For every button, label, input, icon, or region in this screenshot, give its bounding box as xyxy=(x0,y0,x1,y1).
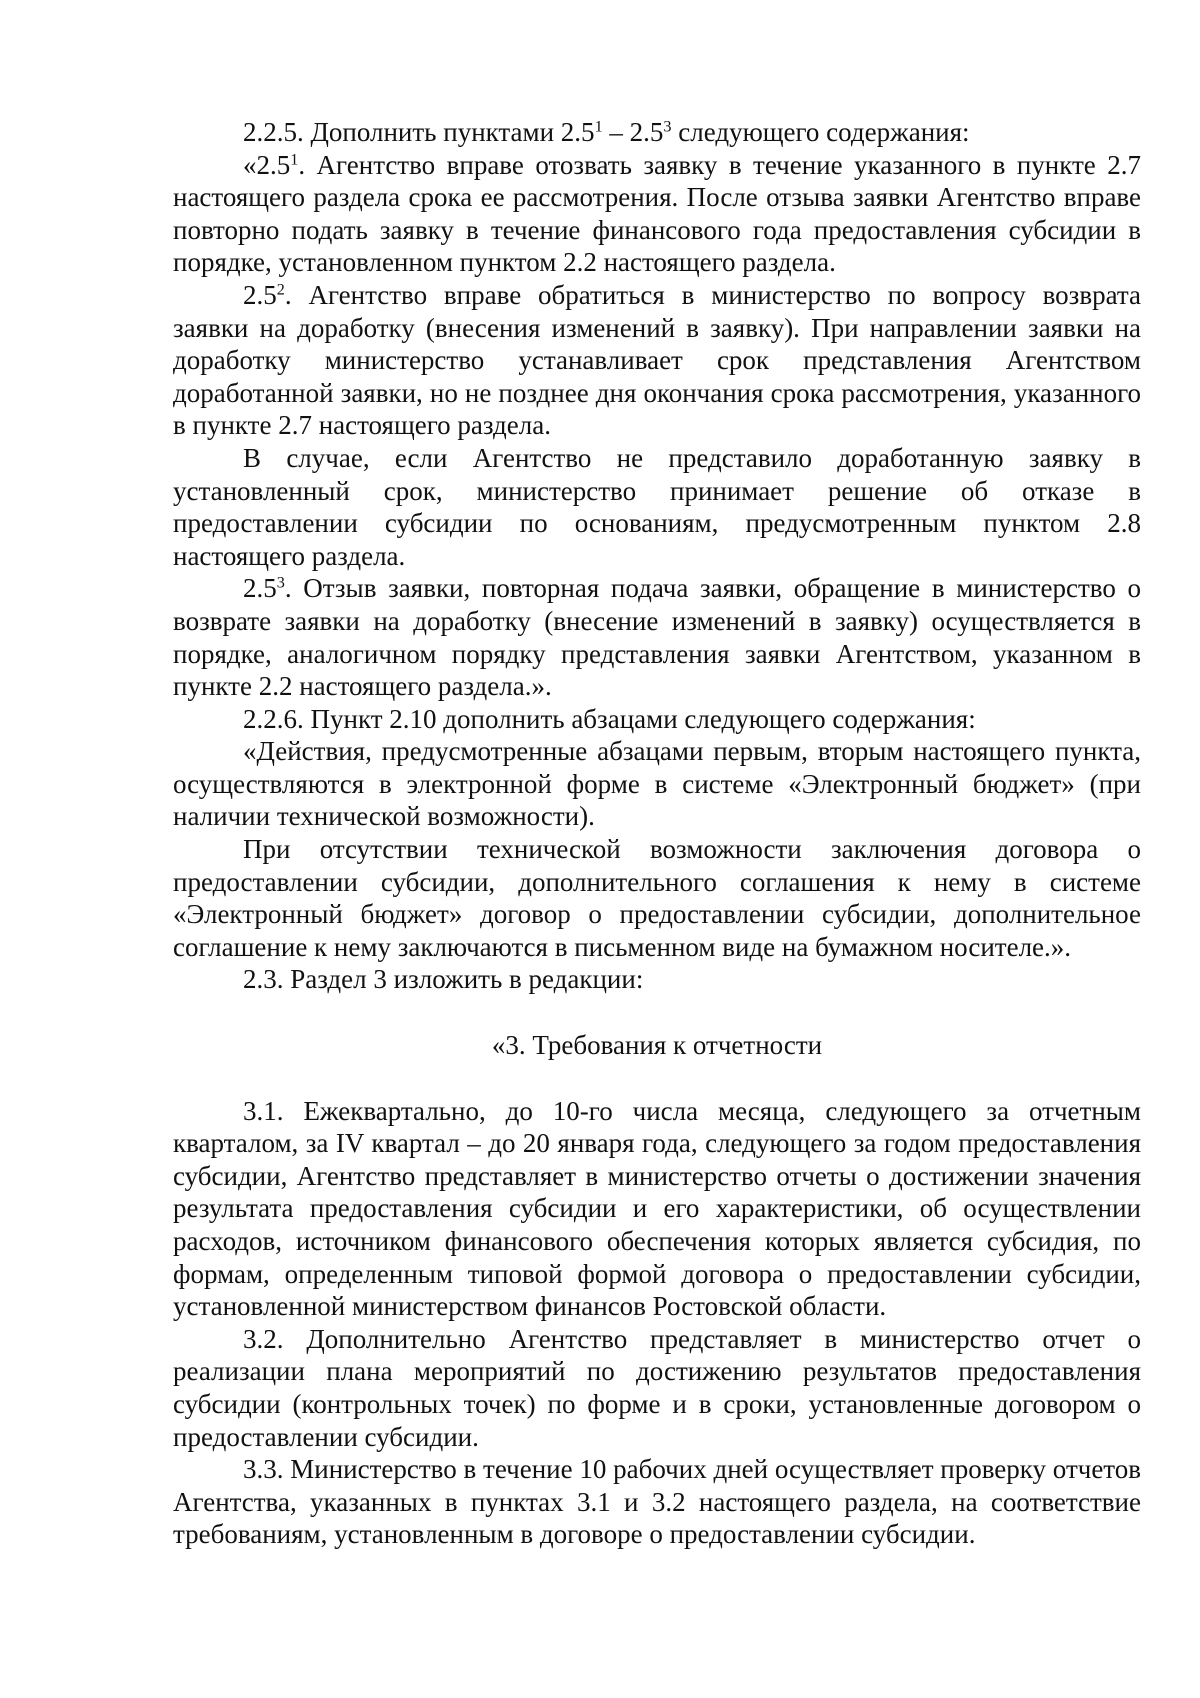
superscript-3: 3 xyxy=(276,573,285,592)
paragraph-2-2-5 xyxy=(173,116,1141,149)
superscript-1: 1 xyxy=(290,149,299,168)
paragraph-2-5-1 xyxy=(173,149,1141,279)
paragraph-2-5-3-text: . Отзыв заявки, повторная подача заявки, обращение в министерство о возврате заявки на доработку (внесение изменений в заявку) осуществляется в порядке, аналогичном порядку представления заявки Агентством, указанном в пункте 2.2 настоящего раздела.». xyxy=(173,573,1141,702)
paragraph-2-5-1-lead: «2.5 xyxy=(243,149,291,180)
paragraph-3-2: 3.2. Дополнительно Агентство представляет в министерство отчет о реализации плана мероприятий по достижению результатов предоставления субсидии (контрольных точек) по форме и в сроки, установленные договором о предоставлении субсидии. xyxy=(173,1323,1141,1452)
paragraph-3-3: 3.3. Министерство в течение 10 рабочих дней осуществляет проверку отчетов Агентства, указанных в пунктах 3.1 и 3.2 настоящего раздела, на соответствие требованиям, установленным в договоре о предоставлении субсидии. xyxy=(173,1454,1141,1550)
paragraph-3-1: 3.1. Ежеквартально, до 10-го числа месяца, следующего за отчетным кварталом, за IV квартал – до 20 января года, следующего за годом предоставления субсидии, Агентство представляет в министерство отчеты о достижении значения результата предоставления субсидии и его характеристики, об осуществлении расходов, источником финансового обеспечения которых является субсидия, по формам, определенным типовой формой договора о предоставлении субсидии, установленной министерством финансов Ростовской области. xyxy=(173,1095,1141,1322)
paragraph-2-2-5-mid: – 2.5 xyxy=(602,117,664,147)
paragraph-2-5-2 xyxy=(173,279,1141,442)
paragraph-2-5-3 xyxy=(173,572,1141,702)
paragraph-2-2-6-first: «Действия, предусмотренные абзацами первым, вторым настоящего пункта, осуществляются в электронной форме в системе «Электронный бюджет» (при наличии технической возможности). xyxy=(173,736,1141,832)
paragraph-2-2-5-lead: 2.2.5. Дополнить пунктами 2.5 xyxy=(243,117,595,147)
superscript-2: 2 xyxy=(276,280,285,299)
paragraph-2-2-6: 2.2.6. Пункт 2.10 дополнить абзацами следующего содержания: xyxy=(243,703,976,734)
paragraph-2-5-2-continuation: В случае, если Агентство не представило доработанную заявку в установленный срок, министерство принимает решение об отказе в предоставлении субсидии по основаниям, предусмотренным пунктом 2.8 настоящего раздела. xyxy=(173,442,1141,571)
superscript-3: 3 xyxy=(663,117,672,136)
superscript-1: 1 xyxy=(594,117,603,136)
paragraph-2-2-6-second: При отсутствии технической возможности заключения договора о предоставлении субсидии, дополнительного соглашения к нему в системе «Электронный бюджет» договор о предоставлении субсидии, дополнительное соглашение к нему заключаются в письменном виде на бумажном носителе.». xyxy=(173,834,1141,962)
document-page xyxy=(173,116,1141,1551)
paragraph-2-2-5-tail: следующего содержания: xyxy=(671,117,970,147)
paragraph-2-5-3-lead: 2.5 xyxy=(243,573,277,604)
paragraph-2-5-2-text: . Агентство вправе обратиться в министерство по вопросу возврата заявки на доработку (внесения изменений в заявку). При направлении заявки на доработку министерство устанавливает срок представления Агентством доработанной заявки, но не позднее дня окончания срока рассмотрения, указанного в пункте 2.7 настоящего раздела. xyxy=(173,279,1141,441)
paragraph-2-5-2-lead: 2.5 xyxy=(243,279,277,310)
paragraph-2-3: 2.3. Раздел 3 изложить в редакции: xyxy=(243,964,644,995)
section-heading: «3. Требования к отчетности xyxy=(491,1030,823,1061)
paragraph-2-5-1-text: . Агентство вправе отозвать заявку в течение указанного в пункте 2.7 настоящего раздела срока ее рассмотрения. После отзыва заявки Агентство вправе повторно подать заявку в течение финансового года предоставления субсидии в порядке, установленном пунктом 2.2 настоящего раздела. xyxy=(173,149,1141,278)
